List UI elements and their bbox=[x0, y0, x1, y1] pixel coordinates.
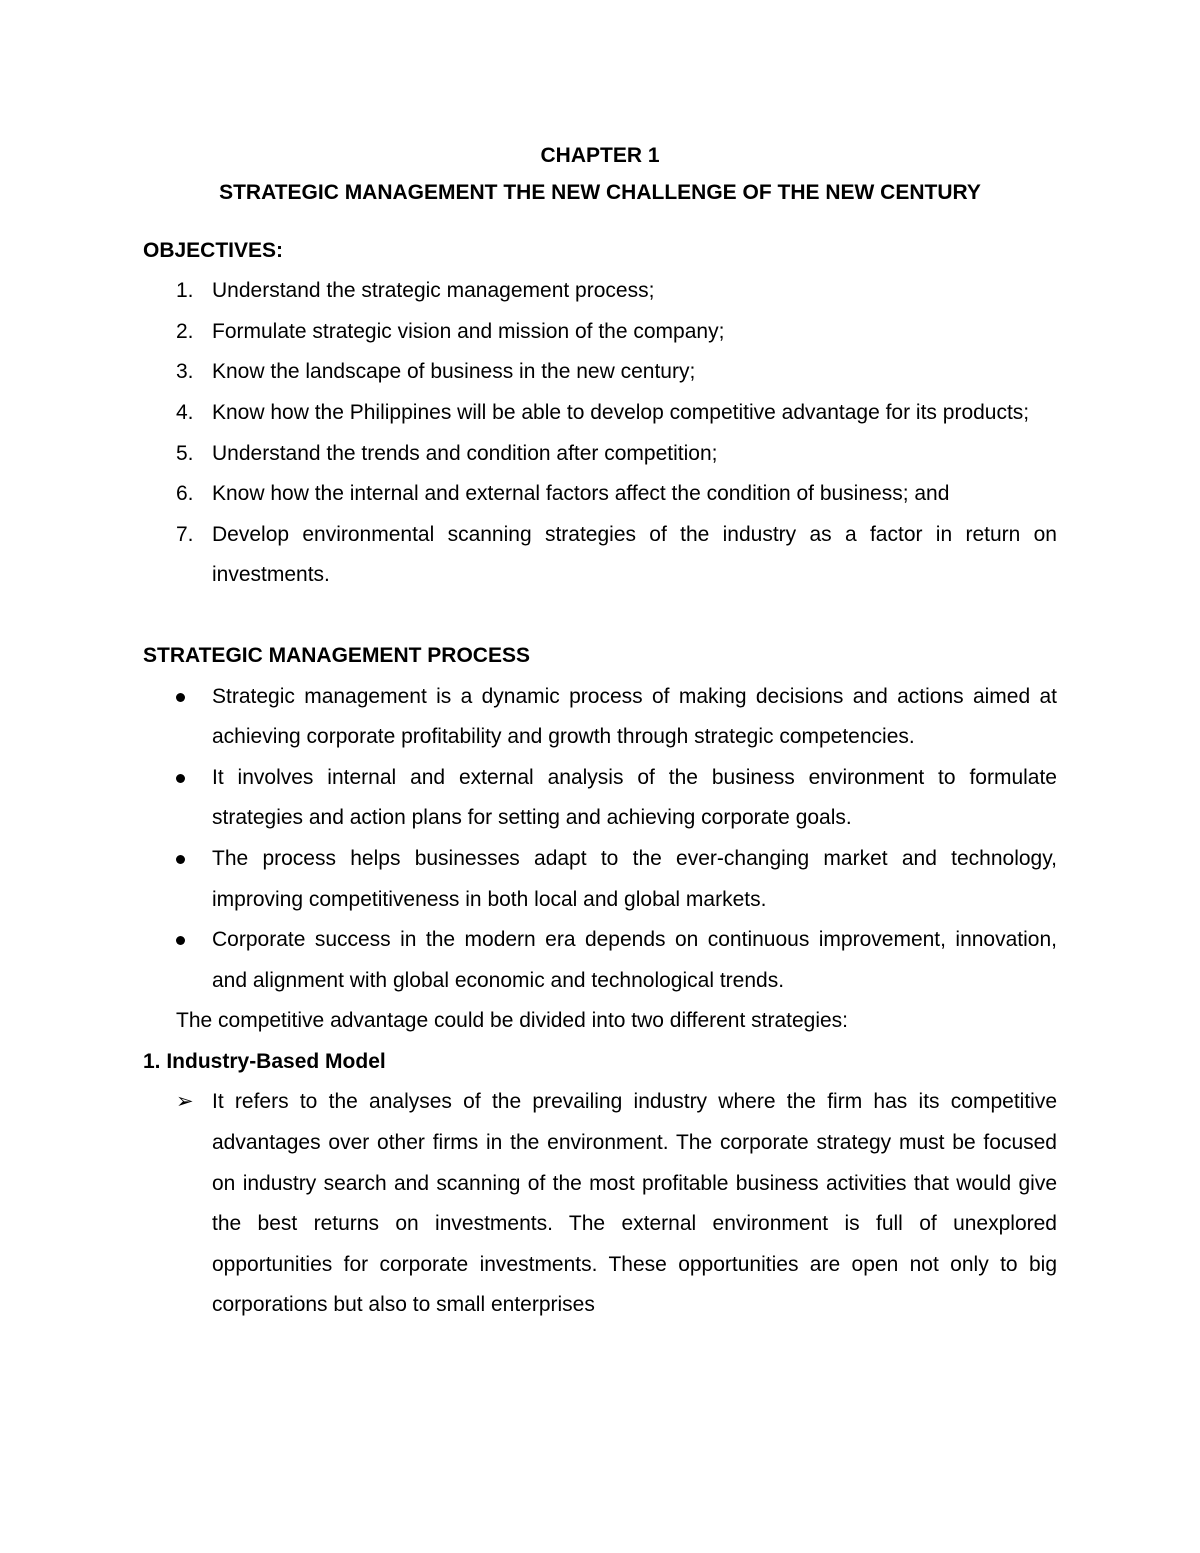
objective-number: 4. bbox=[176, 400, 194, 424]
objective-item bbox=[143, 515, 1057, 596]
objective-text: Know how the internal and external factors affect the condition of business; and bbox=[212, 482, 950, 506]
process-bullet-text: Corporate success in the modern era depends on continuous improvement, innovation, and alignment with global economic and technological trends. bbox=[212, 928, 1057, 992]
page-content bbox=[143, 136, 1057, 1326]
objective-text: Know the landscape of business in the new century; bbox=[212, 360, 696, 384]
process-bullet-text: Strategic management is a dynamic process of making decisions and actions aimed at achieving corporate profitability and growth through strategic competencies. bbox=[212, 684, 1057, 749]
objective-text: Understand the trends and condition after competition; bbox=[212, 441, 718, 465]
process-heading: STRATEGIC MANAGEMENT PROCESS bbox=[143, 643, 530, 667]
objective-item bbox=[143, 434, 1057, 475]
model-heading: 1. Industry-Based Model bbox=[143, 1049, 386, 1073]
model-item bbox=[143, 1082, 1057, 1326]
process-bullet-item bbox=[143, 839, 1057, 920]
objective-text: Know how the Philippines will be able to develop competitive advantage for its products; bbox=[212, 400, 1030, 424]
bullet-icon bbox=[176, 774, 185, 783]
arrow-bullet-icon: ➢ bbox=[176, 1090, 194, 1114]
objective-text: Develop environmental scanning strategies of the industry as a factor in return on investments. bbox=[212, 522, 1057, 587]
objective-number: 3. bbox=[176, 360, 194, 384]
objective-number: 1. bbox=[176, 279, 194, 303]
objectives-heading: OBJECTIVES: bbox=[143, 238, 284, 262]
objective-item bbox=[143, 312, 1057, 353]
objective-item bbox=[143, 474, 1057, 515]
objective-number: 7. bbox=[176, 522, 194, 546]
bullet-icon bbox=[176, 936, 185, 945]
process-bullet-text: It involves internal and external analysis of the business environment to formulate strategies and action plans for setting and achieving corporate goals. bbox=[212, 765, 1057, 830]
objective-number: 5. bbox=[176, 441, 194, 465]
objective-item bbox=[143, 352, 1057, 393]
objective-number: 2. bbox=[176, 319, 194, 343]
bullet-icon bbox=[176, 855, 185, 864]
objective-item bbox=[143, 271, 1057, 312]
process-bullet-item bbox=[143, 920, 1057, 1001]
chapter-label: CHAPTER 1 bbox=[540, 144, 660, 167]
model-paragraph: It refers to the analyses of the prevailing industry where the firm has its competitive advantages over other firms in the environment. The corporate strategy must be focused on industry search and scanning of the most profitable business activities that would give the best returns on investments. The external environment is full of unexplored opportunities for corporate investments. These opportunities are open not only to big corporations but also to small enterprises bbox=[212, 1090, 1057, 1317]
objective-text: Formulate strategic vision and mission of the company; bbox=[212, 319, 725, 343]
bullet-icon bbox=[176, 693, 185, 702]
objective-text: Understand the strategic management process; bbox=[212, 279, 655, 303]
process-bullet-item bbox=[143, 677, 1057, 758]
chapter-title: STRATEGIC MANAGEMENT THE NEW CHALLENGE OF THE NEW CENTURY bbox=[219, 180, 981, 204]
process-bullet-list bbox=[143, 677, 1057, 1002]
objectives-list bbox=[143, 271, 1057, 596]
process-bullet-item bbox=[143, 758, 1057, 839]
objective-item bbox=[143, 393, 1057, 434]
intro-sentence: The competitive advantage could be divided into two different strategies: bbox=[176, 1009, 849, 1033]
process-bullet-text: The process helps businesses adapt to the ever-changing market and technology, improving competitiveness in both local and global markets. bbox=[212, 846, 1057, 911]
objective-number: 6. bbox=[176, 482, 194, 506]
